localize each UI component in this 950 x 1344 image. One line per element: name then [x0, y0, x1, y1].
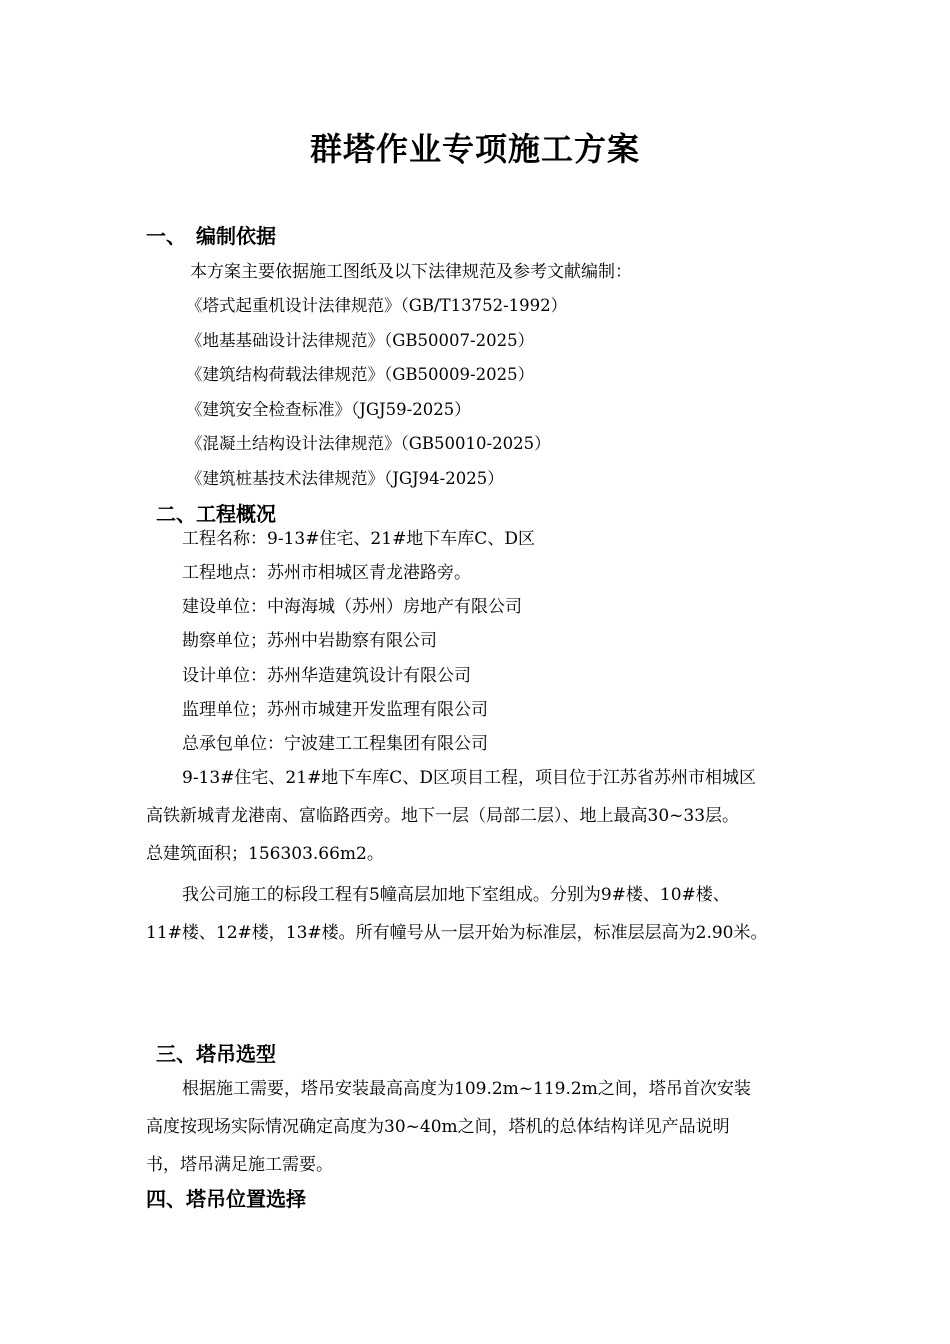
reference-item: 《塔式起重机设计法律规范》（GB/T13752-1992） [186, 296, 568, 315]
project-fact: 总承包单位：宁波建工工程集团有限公司 [182, 734, 488, 754]
section-heading-crane-position: 四、塔吊位置选择 [146, 1187, 306, 1211]
document-title: 群塔作业专项施工方案 [309, 130, 640, 168]
crane-selection-line: 根据施工需要，塔吊安装最高高度为109.2m~119.2m之间，塔吊首次安装 [182, 1079, 751, 1099]
project-fact: 工程地点：苏州市相城区青龙港路旁。 [182, 563, 471, 583]
project-fact: 建设单位：中海海城（苏州）房地产有限公司 [182, 597, 522, 617]
section-heading-basis: 一、 编制依据 [146, 224, 276, 248]
section-heading-crane-selection: 三、塔吊选型 [156, 1042, 276, 1066]
overview-paragraph-line: 11#楼、12#楼，13#楼。所有幢号从一层开始为标准层，标准层层高为2.90米。 [146, 923, 768, 943]
overview-paragraph-line: 9-13#住宅、21#地下车库C、D区项目工程，项目位于江苏省苏州市相城区 [182, 768, 756, 788]
project-fact: 监理单位；苏州市城建开发监理有限公司 [182, 700, 488, 720]
overview-paragraph-line: 总建筑面积；156303.66m2。 [146, 844, 384, 864]
project-fact: 工程名称：9-13#住宅、21#地下车库C、D区 [182, 529, 535, 549]
crane-selection-line: 书，塔吊满足施工需要。 [146, 1155, 333, 1175]
project-fact: 设计单位：苏州华造建筑设计有限公司 [182, 666, 471, 686]
overview-paragraph-line: 高铁新城青龙港南、富临路西旁。地下一层（局部二层）、地上最高30~33层。 [146, 806, 740, 826]
reference-item: 《混凝土结构设计法律规范》（GB50010-2025） [186, 434, 551, 453]
reference-item: 《地基基础设计法律规范》（GB50007-2025） [186, 331, 535, 350]
crane-selection-line: 高度按现场实际情况确定高度为30~40m之间，塔机的总体结构详见产品说明 [146, 1117, 730, 1137]
basis-intro: 本方案主要依据施工图纸及以下法律规范及参考文献编制： [190, 262, 632, 282]
reference-item: 《建筑桩基技术法律规范》（JGJ94-2025） [186, 469, 504, 488]
project-fact: 勘察单位；苏州中岩勘察有限公司 [182, 631, 437, 651]
section-heading-overview: 二、工程概况 [156, 502, 276, 526]
reference-item: 《建筑安全检查标准》（JGJ59-2025） [186, 400, 471, 419]
overview-paragraph-line: 我公司施工的标段工程有5幢高层加地下室组成。分别为9#楼、10#楼、 [182, 885, 730, 905]
reference-item: 《建筑结构荷载法律规范》（GB50009-2025） [186, 365, 535, 384]
